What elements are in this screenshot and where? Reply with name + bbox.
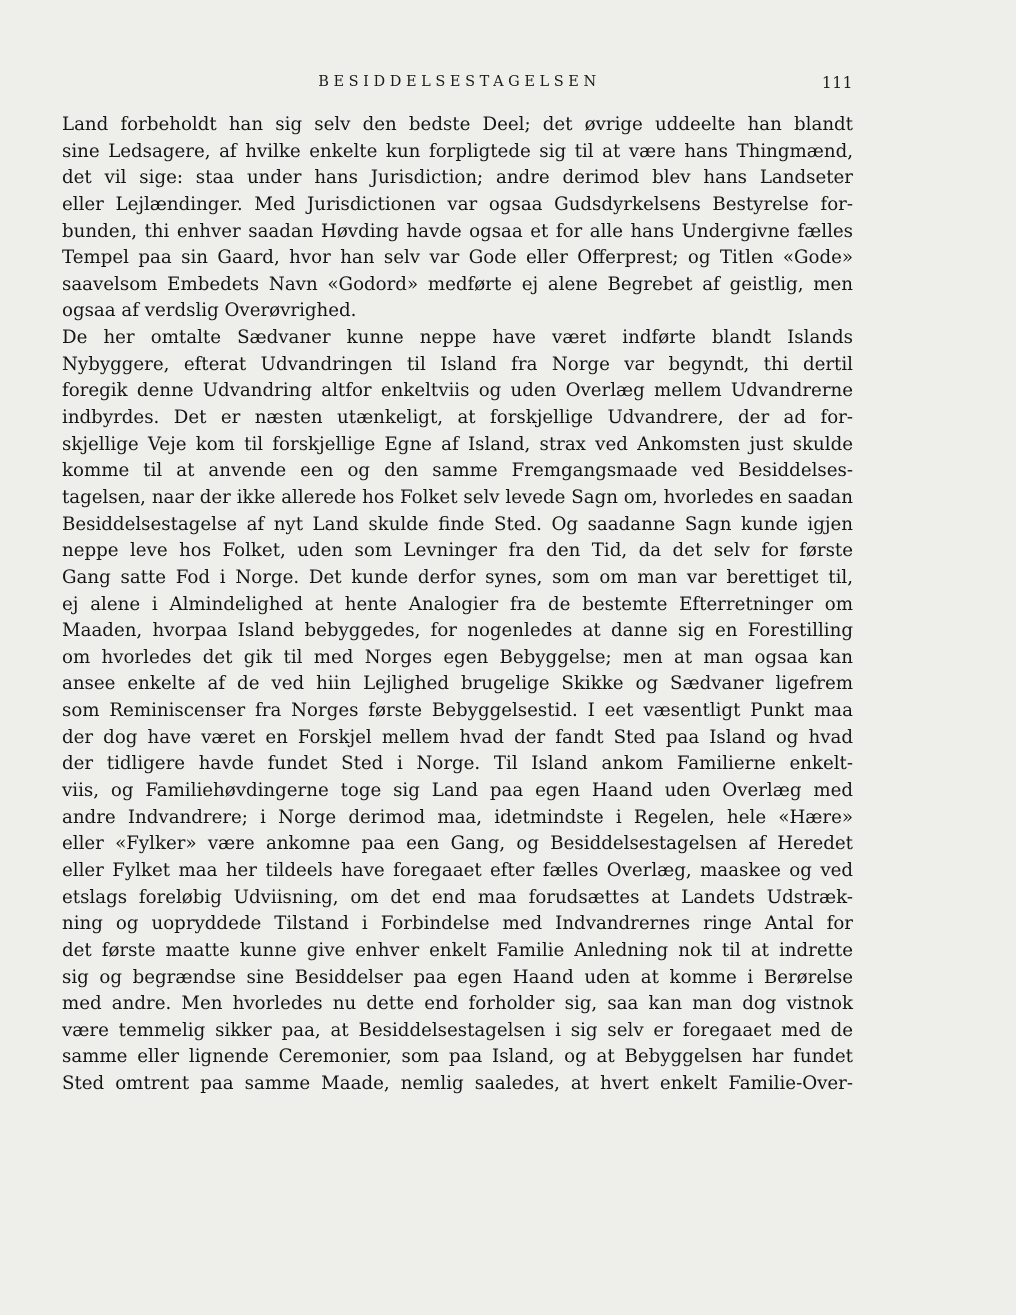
text-line: med andre. Men hvorledes nu dette end forholder sig, saa kan man dog vistnok xyxy=(62,993,853,1015)
page-number: 111 xyxy=(821,74,853,92)
text-line: neppe leve hos Folket, uden som Levninger fra den Tid, da det selv for første xyxy=(62,540,853,562)
text-line: bunden, thi enhver saadan Høvding havde ogsaa et for alle hans Undergivne fælles xyxy=(62,220,853,242)
running-title: BESIDDELSESTAGELSEN xyxy=(318,74,601,90)
text-line: der tidligere havde fundet Sted i Norge. Til Island ankom Familierne enkelt- xyxy=(62,753,853,775)
text-line: det første maatte kunne give enhver enkelt Familie Anledning nok til at indrette xyxy=(62,939,853,961)
text-line: ogsaa af verdslig Overøvrighed. xyxy=(62,300,357,322)
text-line: Land forbeholdt han sig selv den bedste Deel; det øvrige uddeelte han blandt xyxy=(62,114,853,135)
text-line: Besiddelsestagelse af nyt Land skulde finde Sted. Og saadanne Sagn kunde igjen xyxy=(62,513,853,535)
text-line: eller Fylket maa her tildeels have foregaaet efter fælles Overlæg, maaskee og ved xyxy=(62,859,853,881)
text-line: samme eller lignende Ceremonier, som paa Island, og at Bebyggelsen har fundet xyxy=(62,1046,853,1068)
text-line: Sted omtrent paa samme Maade, nemlig saaledes, at hvert enkelt Familie-Over- xyxy=(62,1073,853,1095)
text-line: etslags foreløbig Udviisning, om det end maa forudsættes at Landets Udstræk- xyxy=(62,886,853,908)
text-line: Maaden, hvorpaa Island bebyggedes, for nogenledes at danne sig en Forestilling xyxy=(62,620,853,642)
text-line: Nybyggere, efterat Udvandringen til Island fra Norge var begyndt, thi dertil xyxy=(62,353,853,375)
text-line: tagelsen, naar der ikke allerede hos Folket selv levede Sagn om, hvorledes en saadan xyxy=(62,486,853,508)
text-line: sine Ledsagere, af hvilke enkelte kun forpligtede sig til at være hans Thingmænd, xyxy=(62,140,853,162)
text-line: komme til at anvende een og den samme Fremgangsmaade ved Besiddelses- xyxy=(62,460,853,482)
text-line: om hvorledes det gik til med Norges egen Bebyggelse; men at man ogsaa kan xyxy=(62,646,853,668)
text-line: viis, og Familiehøvdingerne toge sig Land paa egen Haand uden Overlæg med xyxy=(62,780,853,802)
text-line: andre Indvandrere; i Norge derimod maa, idetmindste i Regelen, hele «Hære» xyxy=(62,806,853,828)
text-line: indbyrdes. Det er næsten utænkeligt, at forskjellige Udvandrere, der ad for- xyxy=(62,407,853,429)
text-line: ning og uopryddede Tilstand i Forbindelse med Indvandrernes ringe Antal for xyxy=(62,913,853,935)
text-line: eller «Fylker» være ankomne paa een Gang, og Besiddelsestagelsen af Heredet xyxy=(62,833,853,855)
text-line: skjellige Veje kom til forskjellige Egne af Island, strax ved Ankomsten just skulde xyxy=(62,433,853,455)
text-line: der dog have været en Forskjel mellem hvad der fandt Sted paa Island og hvad xyxy=(62,726,853,748)
text-line: Gang satte Fod i Norge. Det kunde derfor synes, som om man var berettiget til, xyxy=(62,566,853,588)
text-line: eller Lejlændinger. Med Jurisdictionen var ogsaa Gudsdyrkelsens Bestyrelse for- xyxy=(62,193,853,215)
text-line: foregik denne Udvandring altfor enkeltviis og uden Overlæg mellem Udvandrerne xyxy=(62,380,853,402)
text-line: være temmelig sikker paa, at Besiddelsestagelsen i sig selv er foregaaet med de xyxy=(62,1019,853,1041)
text-line: ansee enkelte af de ved hiin Lejlighed brugelige Skikke og Sædvaner ligefrem xyxy=(62,673,853,695)
running-head xyxy=(62,74,853,98)
text-line: som Reminiscenser fra Norges første Bebyggelsestid. I eet væsentligt Punkt maa xyxy=(62,700,853,722)
text-line: saavelsom Embedets Navn «Godord» medførte ej alene Begrebet af geistlig, men xyxy=(62,273,853,295)
text-line: det vil sige: staa under hans Jurisdiction; andre derimod blev hans Landseter xyxy=(62,167,853,189)
text-line: De her omtalte Sædvaner kunne neppe have været indførte blandt Islands xyxy=(62,327,853,349)
text-line: Tempel paa sin Gaard, hvor han selv var Gode eller Offerprest; og Titlen «Gode» xyxy=(62,247,853,269)
text-line: ej alene i Almindelighed at hente Analogier fra de bestemte Efterretninger om xyxy=(62,593,853,615)
text-line: sig og begrændse sine Besiddelser paa egen Haand uden at komme i Berørelse xyxy=(62,966,853,988)
body-text xyxy=(62,112,853,1098)
